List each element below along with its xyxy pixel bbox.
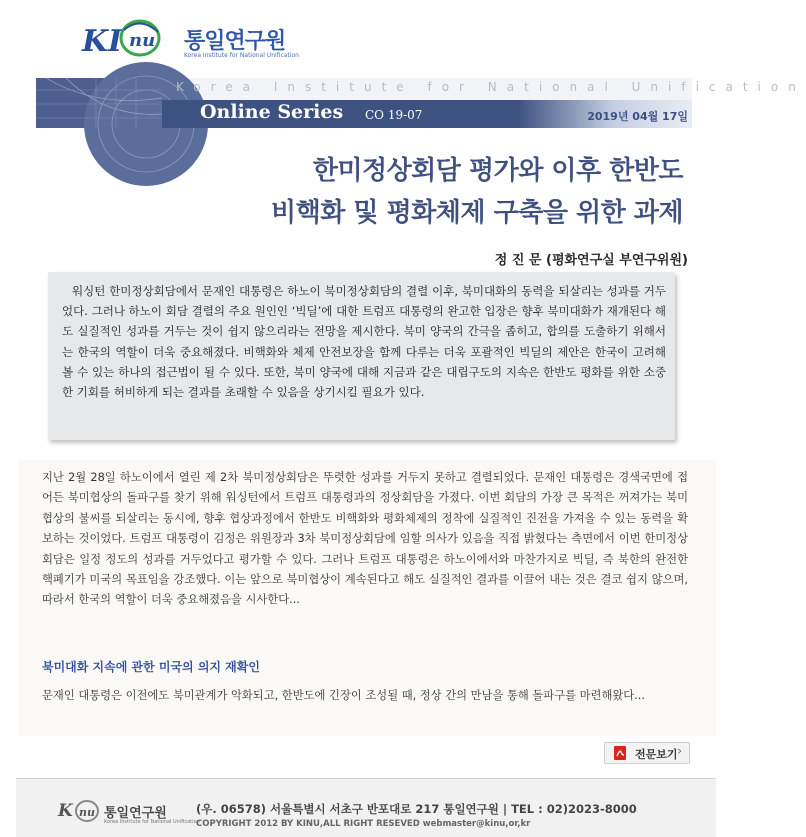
body-paragraph-2: 문재인 대통령은 이전에도 북미관계가 악화되고, 한반도에 긴장이 조성될 때, 정상 간의 만남을 통해 돌파구를 마련해왔다... <box>42 689 645 702</box>
footer-address: (우. 06578) 서울특별시 서초구 반포대로 217 통일연구원 | TEL : 02)2023-8000 <box>196 802 637 816</box>
footer-logo-ring-icon <box>74 799 100 823</box>
article-body <box>18 460 716 736</box>
summary-box <box>48 272 675 440</box>
logo-letter-i: I <box>108 24 123 59</box>
banner-institute-name: Korea Institute for National Unification <box>176 80 806 94</box>
footer-logo-nu-text: nu <box>79 806 95 819</box>
logo-ring-icon <box>118 18 162 58</box>
section-heading: 북미대화 지속에 관한 미국의 의지 재확인 <box>42 660 260 674</box>
kinu-logo[interactable] <box>82 16 299 66</box>
series-code: CO 19-07 <box>365 108 423 122</box>
view-full-text-label: 전문보기 <box>635 748 678 761</box>
page-title-line-1: 한미정상회담 평가와 이후 한반도 <box>312 156 683 186</box>
footer-logo-subtitle: Korea Institute for National Unification <box>104 819 200 825</box>
author: 정 진 문 (평화연구실 부연구위원) <box>494 253 688 268</box>
view-full-text-button[interactable] <box>604 742 690 764</box>
footer-logo[interactable] <box>58 799 200 829</box>
chevron-right-icon: › <box>677 744 683 759</box>
pdf-icon <box>613 746 627 760</box>
globe-graphic-icon <box>36 78 162 128</box>
footer-logo-letter-k: K <box>58 801 73 821</box>
logo-nu-text: nu <box>129 30 156 51</box>
body-paragraph-1: 지난 2월 28일 하노이에서 열린 제 2차 북미정상회담은 뚜렷한 성과를 거두지 못하고 결렬되었다. 문재인 대통령은 경색국면에 접어든 북미협상의 돌파구를 찾기 위해 워싱턴에서 트럼프 대통령과의 정상회담을 가졌다. 이번 회담의 가장 큰 목적은 꺼져가는 북미협상의 불씨를 되살리는 동시에, 향후 협상과정에서 한반도 비핵화와 평화체제의 정착에 실질적인 진전을 가져올 수 있는 동력을 확보하는 것이었다. 트럼프 대통령이 김정은 위원장과 3차 북미정상회담에 임할 의사가 있음을 직접 밝혔다는 측면에서 이번 한미정상회담은 일정 정도의 성과를 거두었다고 평가할 수 있다. 그러나 트럼프 대통령은 하노이에서와 마찬가지로 빅딜, 즉 북한의 완전한 핵폐기가 미국의 목표임을 강조했다. 이는 앞으로 북미협상이 계속된다고 해도 실질적인 결과를 이끌어 내는 것은 결코 쉽지 않으며, 따라서 한국의 역할이 더욱 중요해졌음을 시사한다... <box>42 471 688 607</box>
logo-subtitle: Korea Institute for National Unification <box>184 52 299 59</box>
footer-logo-name: 통일연구원 <box>104 806 167 821</box>
page-title-line-2: 비핵화 및 평화체제 구축을 위한 과제 <box>271 198 683 228</box>
logo-letter-k: K <box>82 24 109 59</box>
footer-copyright: COPYRIGHT 2012 BY KINU,ALL RIGHT RESEVED webmaster@kinu,or,kr <box>196 819 531 829</box>
publish-date: 2019년 04월 17일 <box>587 110 688 123</box>
summary-text: 워싱턴 한미정상회담에서 문재인 대통령은 하노이 북미정상회담의 결렬 이후, 북미대화의 동력을 되살리는 성과를 거두었다. 그러나 하노이 회담 결렬의 주요 원인인 ‘빅딜’에 대한 트럼프 대통령의 완고한 입장은 향후 북미대화가 재개된다 해도 실질적인 성과를 거두는 것이 쉽지 않으리라는 전망을 제시한다. 북미 양국의 간극을 좁히고, 합의를 도출하기 위해서는 한국의 역할이 더욱 중요해졌다. 비핵화와 체제 안전보장을 함께 다루는 더욱 포괄적인 빅딜의 제안은 한국이 고려해 볼 수 있는 하나의 접근법이 될 수 있다. 또한, 북미 양국에 대해 지금과 같은 대립구도의 지속은 한반도 평화를 위한 소중한 기회를 허비하게 되는 결과를 초래할 수 있음을 상기시킬 필요가 있다. <box>62 284 666 400</box>
footer <box>16 778 716 837</box>
logo-name: 통일연구원 <box>184 29 286 54</box>
series-banner <box>36 78 806 128</box>
series-title: Online Series <box>200 101 344 123</box>
